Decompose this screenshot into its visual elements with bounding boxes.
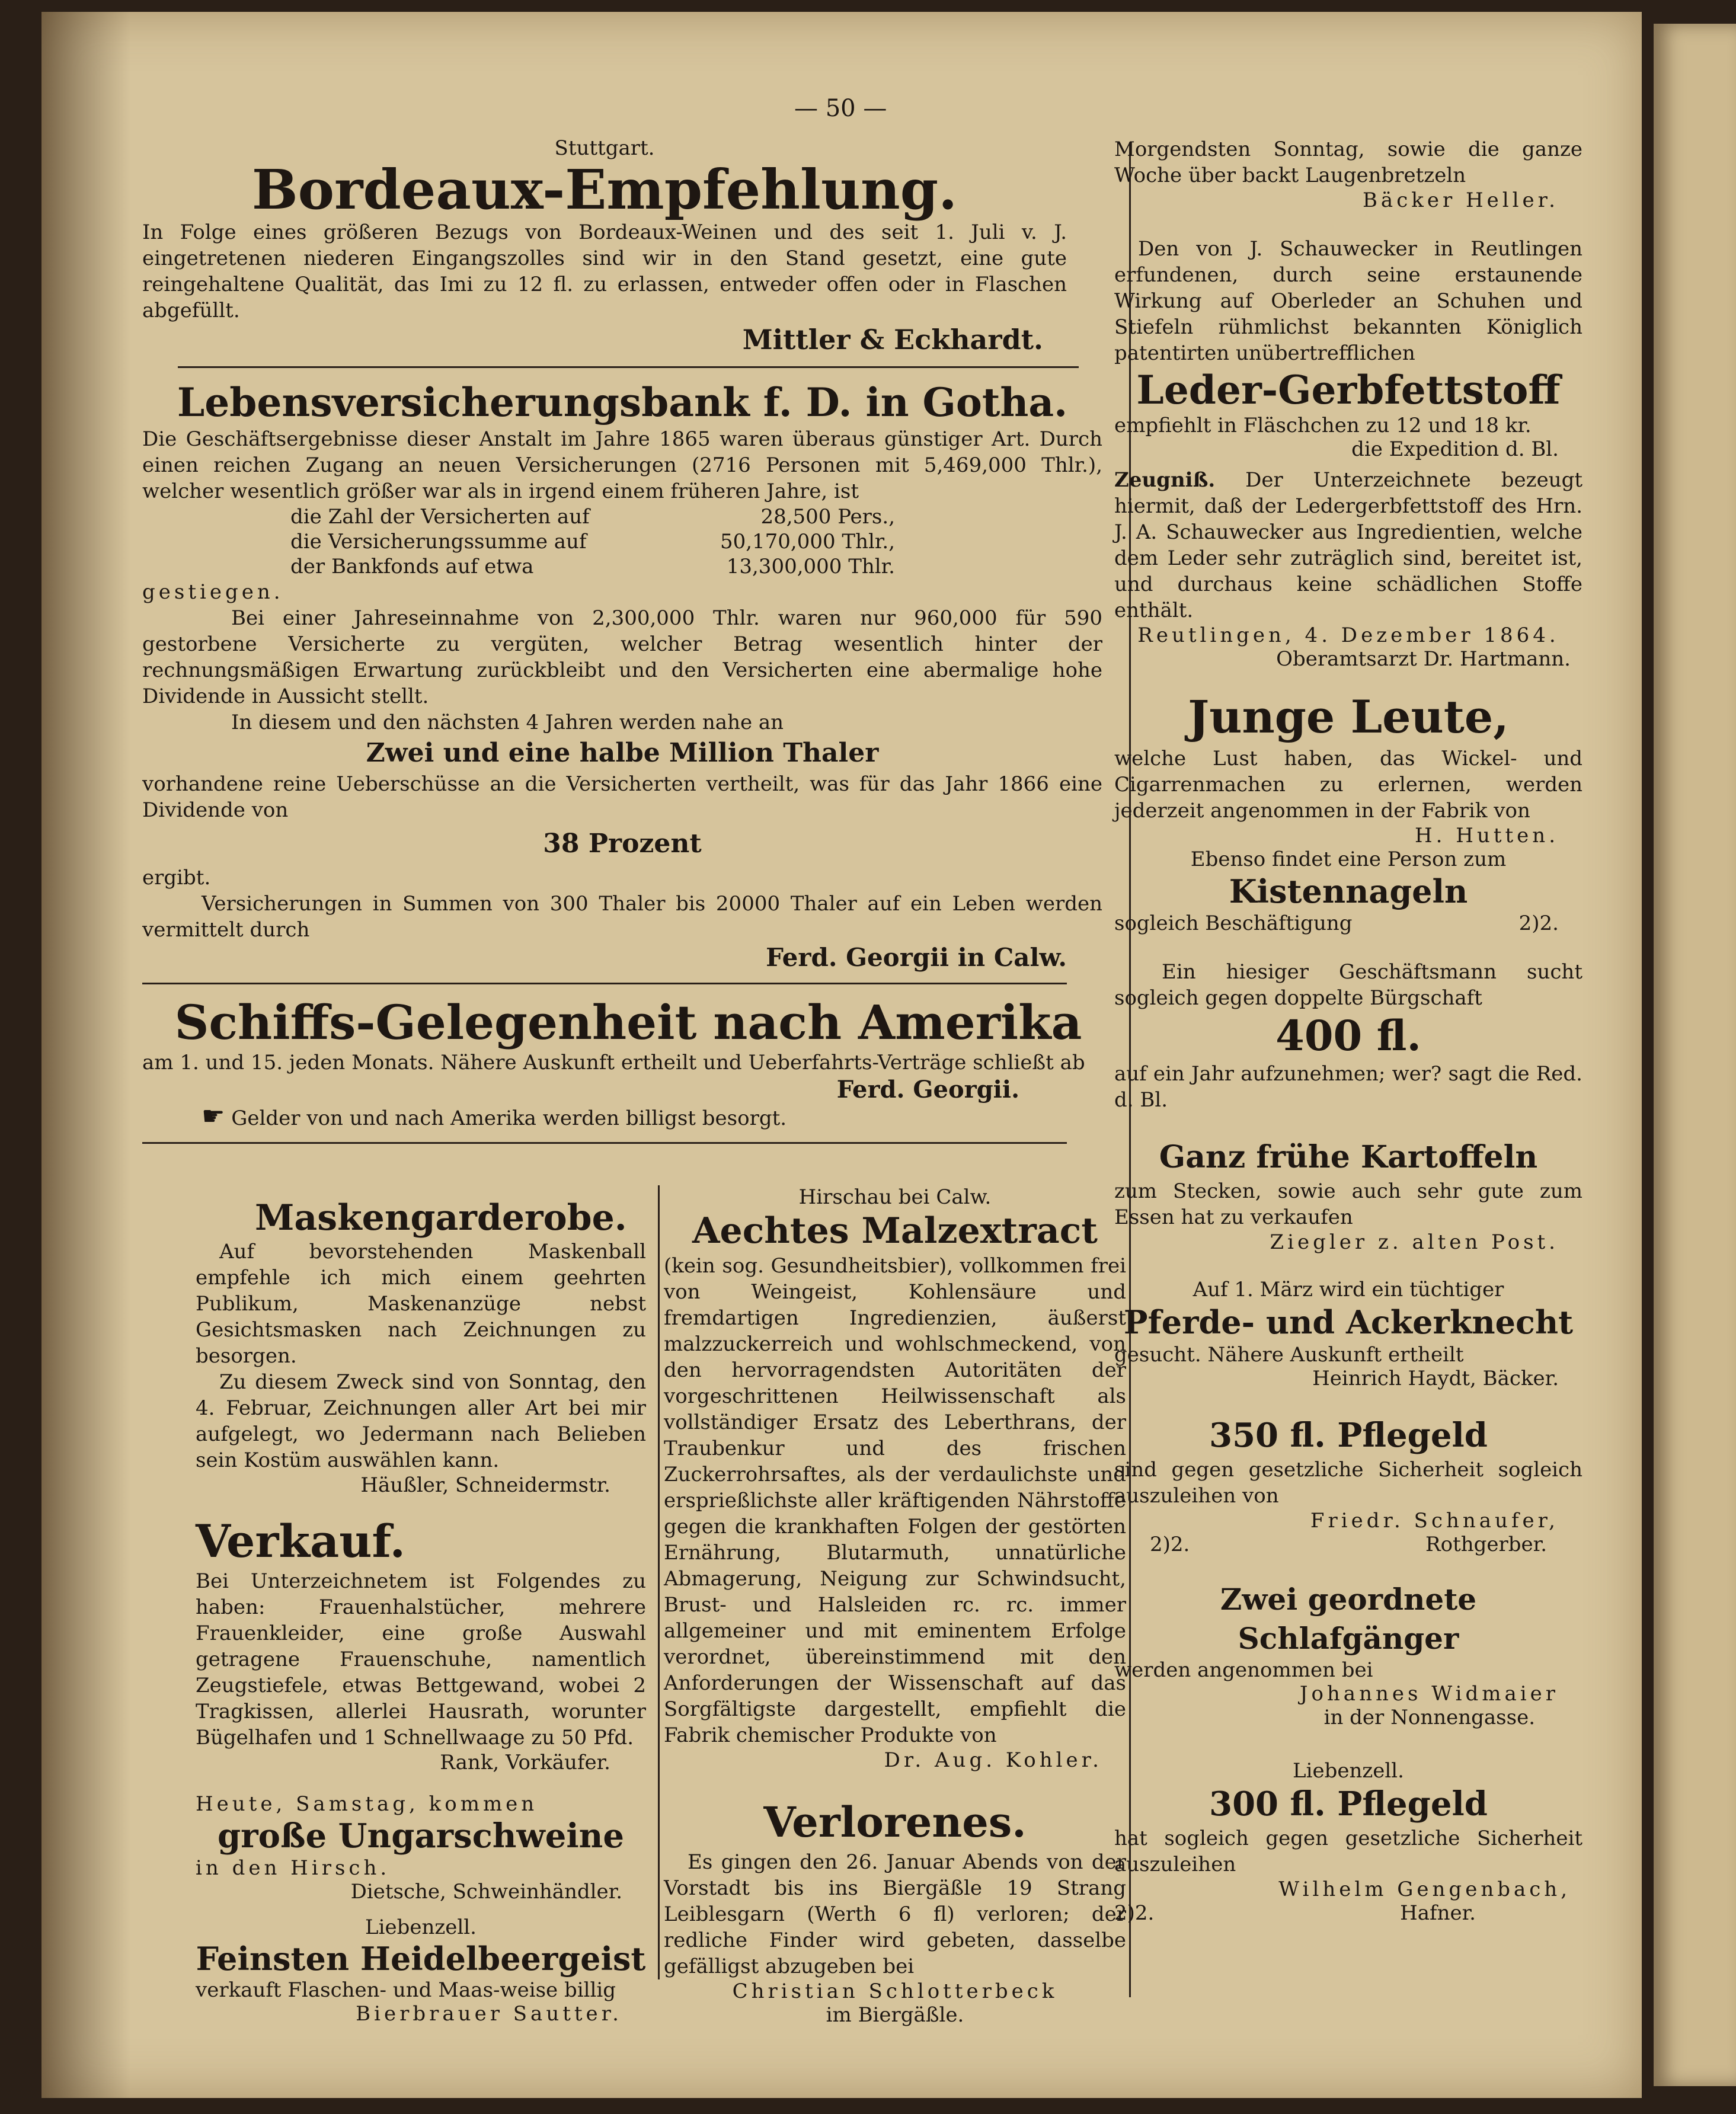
right-column (1114, 136, 1582, 1925)
ad-title: Verlorenes. (763, 1798, 1027, 1847)
ad-laugenbretzeln (1114, 136, 1582, 212)
ad-ungarschweine (196, 1792, 646, 1904)
ad-ledergerbfettstoff (1114, 236, 1582, 671)
ad-text: am 1. und 15. jeden Monats. Nähere Auskunft ertheilt und Ueberfahrts-Verträge schließt ab (142, 1051, 1085, 1074)
ad-text: gesucht. Nähere Auskunft ertheilt (1114, 1343, 1464, 1367)
ad-text: welche Lust haben, das Wickel- und Cigarrenmachen zu erlernen, werden jederzeit angenommen in der Fabrik von (1114, 747, 1582, 823)
ad-text (1114, 912, 1582, 935)
ad-signature: Christian Schlotterbeck (732, 1979, 1058, 2003)
ad-place-date: Reutlingen, 4. Dezember 1864. (1137, 623, 1559, 647)
left-subcolumn (196, 1197, 646, 2026)
ad-text: in den Hirsch. (196, 1856, 391, 1880)
ad-title: Schiffs-Gelegenheit nach Amerika (174, 994, 1082, 1050)
ad-text: auf ein Jahr aufzunehmen; wer? sagt die Red. d. Bl. (1114, 1062, 1582, 1112)
ad-text: Ebenso findet eine Person zum (1190, 847, 1507, 871)
ad-verlorenes (664, 1796, 1126, 2027)
ad-text: werden angenommen bei (1114, 1658, 1373, 1682)
ad-code: 2)2. (1150, 1533, 1190, 1556)
ad-text: empfiehlt in Fläschchen zu 12 und 18 kr. (1114, 414, 1532, 437)
ad-text: vorhandene reine Ueberschüsse an die Versicherten vertheilt, was für das Jahr 1866 eine Dividende von (142, 772, 1102, 822)
ad-signature: Häußler, Schneidermstr. (360, 1473, 610, 1497)
ad-text: ergibt. (142, 866, 211, 890)
ad-code: 2)2. (1114, 1901, 1155, 1925)
ad-title: Lebensversicherungsbank f. D. in Gotha. (177, 379, 1068, 426)
ad-text: Versicherungen in Summen von 300 Thaler bis 20000 Thaler auf ein Leben werden vermittelt durch (142, 892, 1102, 942)
ad-400-gulden (1114, 959, 1582, 1113)
ad-text: Ein hiesiger Geschäftsmann sucht sogleich gegen doppelte Bürgschaft (1114, 960, 1582, 1010)
ad-text (1114, 467, 1582, 623)
row-value: 50,170,000 Thlr., (720, 530, 895, 554)
ad-signature: Heinrich Haydt, Bäcker. (1312, 1367, 1559, 1390)
ad-350-pflegeld (1114, 1414, 1582, 1556)
ad-signature: Johannes Widmaier (1299, 1682, 1559, 1706)
divider (142, 1142, 1067, 1144)
column-rule (658, 1185, 660, 1979)
ad-schlafgaenger (1114, 1580, 1582, 1729)
zeugnis-text: Der Unterzeichnete bezeugt hiermit, daß der Ledergerbfettstoff des Hrn. J. A. Schauwecker aus Ingredientien, welche dem Leder sehr zuträglich sind, bereitet ist, und durchaus keine schädlichen Stoffe enthält. (1114, 468, 1583, 622)
ad-text: die Expedition d. Bl. (1351, 437, 1559, 461)
ad-title: Verkauf. (196, 1515, 405, 1568)
ad-signature: Bäcker Heller. (1362, 188, 1559, 212)
ad-text: Auf 1. März wird ein tüchtiger (1192, 1278, 1504, 1301)
ad-schiffs (142, 995, 1114, 1131)
ad-text: Bei Unterzeichnetem ist Folgendes zu haben: Frauenhalstücher, mehrere Frauenkleider, eine große Auswahl getragene Frauenschuhe, namentlich Zeugstiefele, etwas Bettgewand, wobei 2 Tragkissen, allerlei Hausrath, worunter Bügelhafen und 1 Schnellwaage zu 50 Pfd. (196, 1569, 646, 1750)
row-value: 28,500 Pers., (760, 505, 895, 529)
ad-signature: Ziegler z. alten Post. (1270, 1230, 1559, 1254)
page-number: — 50 — (794, 95, 887, 122)
ad-ackerknecht (1114, 1278, 1582, 1390)
ad-signature: Hafner. (1400, 1901, 1476, 1925)
ad-title: Bordeaux-Empfehlung. (251, 158, 958, 222)
row-label: die Versicherungssumme auf (290, 530, 587, 554)
ad-signature: Dr. Aug. Kohler. (884, 1748, 1102, 1772)
ad-text: Zu diesem Zweck sind von Sonntag, den 4. Februar, Zeichnungen aller Art bei mir aufgelegt, wo Jedermann nach Belieben sein Kostüm auswählen kann. (196, 1370, 646, 1472)
ad-title: Feinsten Heidelbeergeist (196, 1940, 646, 1978)
ad-text: Auf bevorstehenden Maskenball empfehle ich mich einem geehrten Publikum, Maskenanzüge nebst Gesichtsmasken nach Zeichnungen zu besorgen. (196, 1240, 646, 1368)
ad-text: In Folge eines größeren Bezugs von Bordeaux-Weinen und des seit 1. Juli v. J. eingetretenen niederen Eingangszolles sind wir in den Stand gesetzt, eine gute reingehaltene Qualität, das Imi zu 12 fl. zu erlassen, entweder offen oder in Flaschen abgefüllt. (142, 220, 1067, 322)
ad-text: sind gegen gesetzliche Sicherheit sogleich auszuleihen von (1114, 1458, 1582, 1508)
ad-heidelbeergeist (196, 1915, 646, 2026)
ad-signature: in der Nonnengasse. (1323, 1706, 1535, 1729)
ad-text: Den von J. Schauwecker in Reutlingen erfundenen, durch seine erstaunende Wirkung auf Oberleder an Schuhen und Stiefeln rühmlichst bekannten Königlich patentirten unübertrefflichen (1114, 237, 1582, 365)
ad-title: 350 fl. Pflegeld (1209, 1416, 1488, 1455)
zeugnis-label: Zeugniß. (1114, 468, 1216, 492)
ad-signature: Ferd. Georgii. (836, 1076, 1019, 1104)
ad-signature: Oberamtsarzt Dr. Hartmann. (1276, 647, 1571, 671)
ad-headline: 38 Prozent (543, 829, 702, 859)
ad-amount: 400 fl. (1275, 1011, 1421, 1060)
row-label: der Bankfonds auf etwa (290, 555, 534, 578)
ad-bordeaux (142, 136, 1067, 356)
ad-title: Maskengarderobe. (255, 1197, 627, 1239)
ad-text: In diesem und den nächsten 4 Jahren werden nahe an (231, 711, 784, 734)
table-row (142, 529, 1102, 554)
pointing-hand-icon: ☛ (202, 1101, 225, 1131)
ad-line: sogleich Beschäftigung (1114, 912, 1353, 935)
ad-title: Kistennageln (1229, 872, 1468, 910)
ad-headline: Zwei und eine halbe Million Thaler (366, 738, 879, 768)
ad-text: zum Stecken, sowie auch sehr gute zum Essen hat zu verkaufen (1114, 1179, 1582, 1229)
ad-title: Junge Leute, (1188, 690, 1509, 743)
stats-table (142, 504, 1102, 579)
divider (178, 366, 1079, 368)
ad-text (1114, 1533, 1582, 1556)
ad-signature: im Biergäßle. (826, 2003, 964, 2027)
ad-text: Bei einer Jahreseinnahme von 2,300,000 Thlr. waren nur 960,000 für 590 gestorbene Versicherte zu vergüten, welcher Betrag wesentlich hinter der rechnungsmäßigen Erwartung zurückbleibt und den Versicherten eine abermalige hohe Dividende in Aussicht stellt. (142, 606, 1102, 708)
ad-signature: Friedr. Schnaufer, (1310, 1509, 1559, 1533)
ad-text: verkauft Flaschen- und Maas-weise billig (196, 1978, 616, 2002)
note-text: Gelder von und nach Amerika werden billigst besorgt. (231, 1106, 787, 1130)
ad-place: Liebenzell. (1293, 1759, 1404, 1783)
divider (142, 983, 1067, 984)
ad-title: große Ungarschweine (218, 1816, 624, 1856)
ad-lebensversicherung (142, 379, 1102, 972)
spine-shadow (41, 12, 130, 2098)
row-value: 13,300,000 Thlr. (726, 555, 895, 578)
table-row (142, 554, 1102, 579)
ad-title: Aechtes Malzextract (692, 1210, 1098, 1252)
ad-masken (196, 1197, 646, 1497)
ad-signature: Dietsche, Schweinhändler. (350, 1880, 622, 1904)
adjacent-page-edge (1654, 24, 1736, 2086)
ad-title: Zwei geordnete Schlafgänger (1220, 1582, 1477, 1656)
ad-text (1114, 1901, 1582, 1925)
ad-code: 2)2. (1518, 912, 1559, 935)
ad-place: Liebenzell. (365, 1915, 477, 1939)
ad-text: gestiegen. (142, 580, 284, 604)
ad-text: Heute, Samstag, kommen (196, 1792, 538, 1816)
ad-signature: Wilhelm Gengenbach, (1278, 1878, 1571, 1901)
ad-verkauf (196, 1515, 646, 1774)
row-label: die Zahl der Versicherten auf (290, 505, 590, 529)
ad-text: Es gingen den 26. Januar Abends von der Vorstadt bis ins Biergäßle 19 Strang Leiblesgarn (Werth 6 fl) verloren; der redliche Finder wird gebeten, dasselbe gefälligst abzugeben bei (664, 1850, 1126, 1978)
ad-text: Die Geschäftsergebnisse dieser Anstalt im Jahre 1865 waren überaus günstiger Art. Durch einen reichen Zugang an neuen Versicherungen (2716 Personen mit 5,469,000 Thlr.), welcher wesentlich größer war als in irgend einem früheren Jahre, ist (142, 427, 1102, 503)
ad-place: Hirschau bei Calw. (798, 1185, 992, 1209)
ad-300-pflegeld (1114, 1759, 1582, 1925)
middle-subcolumn (664, 1185, 1126, 2027)
ad-title: Pferde- und Ackerknecht (1123, 1303, 1574, 1341)
ad-signature: H. Hutten. (1415, 824, 1559, 847)
ad-junge-leute (1114, 689, 1582, 935)
ad-malzextract (664, 1185, 1126, 1772)
ad-signature: Ferd. Georgii in Calw. (766, 943, 1067, 972)
ad-text: (kein sog. Gesundheitsbier), vollkommen frei von Weingeist, Kohlensäure und fremdartigen Ingredienzien, äußerst malzzuckerreich und wohlschmeckend, von den hervorragendsten Autoritäten der vorgeschrittenen Heilwissenschaft als vollständiger Ersatz des Leberthrans, der Traubenkur und des frischen Zuckerrohrsaftes, als der verdaulichste und ersprießlichste aller kräftigenden Nährstoffe gegen die krankhaften Folgen der gestörten Ernährung, Blutarmuth, unnatürliche Abmagerung, Neigung zur Schwindsucht, Brust- und Halsleiden rc. rc. immer allgemeiner und mit eminentem Erfolge verordnet, übereinstimmend mit den Anforderungen der Wissenschaft auf das Sorgfältigste dargestellt, empfiehlt die Fabrik chemischer Produkte von (664, 1254, 1126, 1747)
ad-signature: Bierbrauer Sautter. (356, 2002, 622, 2026)
ad-text: Morgendsten Sonntag, sowie die ganze Woche über backt Laugenbretzeln (1114, 137, 1582, 187)
ad-place: Stuttgart. (554, 136, 655, 160)
ad-title: Ganz frühe Kartoffeln (1159, 1139, 1538, 1175)
table-row (142, 504, 1102, 529)
ad-title: Leder-Gerbfettstoff (1136, 367, 1561, 413)
ad-kartoffeln (1114, 1137, 1582, 1254)
left-column (142, 136, 1126, 1154)
ad-text: hat sogleich gegen gesetzliche Sicherheit auszuleihen (1114, 1827, 1582, 1876)
ad-signature: Rank, Vorkäufer. (440, 1751, 610, 1774)
ad-signature: Mittler & Eckhardt. (742, 324, 1043, 356)
ad-note (142, 1101, 1114, 1131)
ad-title: 300 fl. Pflegeld (1209, 1784, 1488, 1824)
ad-signature: Rothgerber. (1425, 1533, 1547, 1556)
